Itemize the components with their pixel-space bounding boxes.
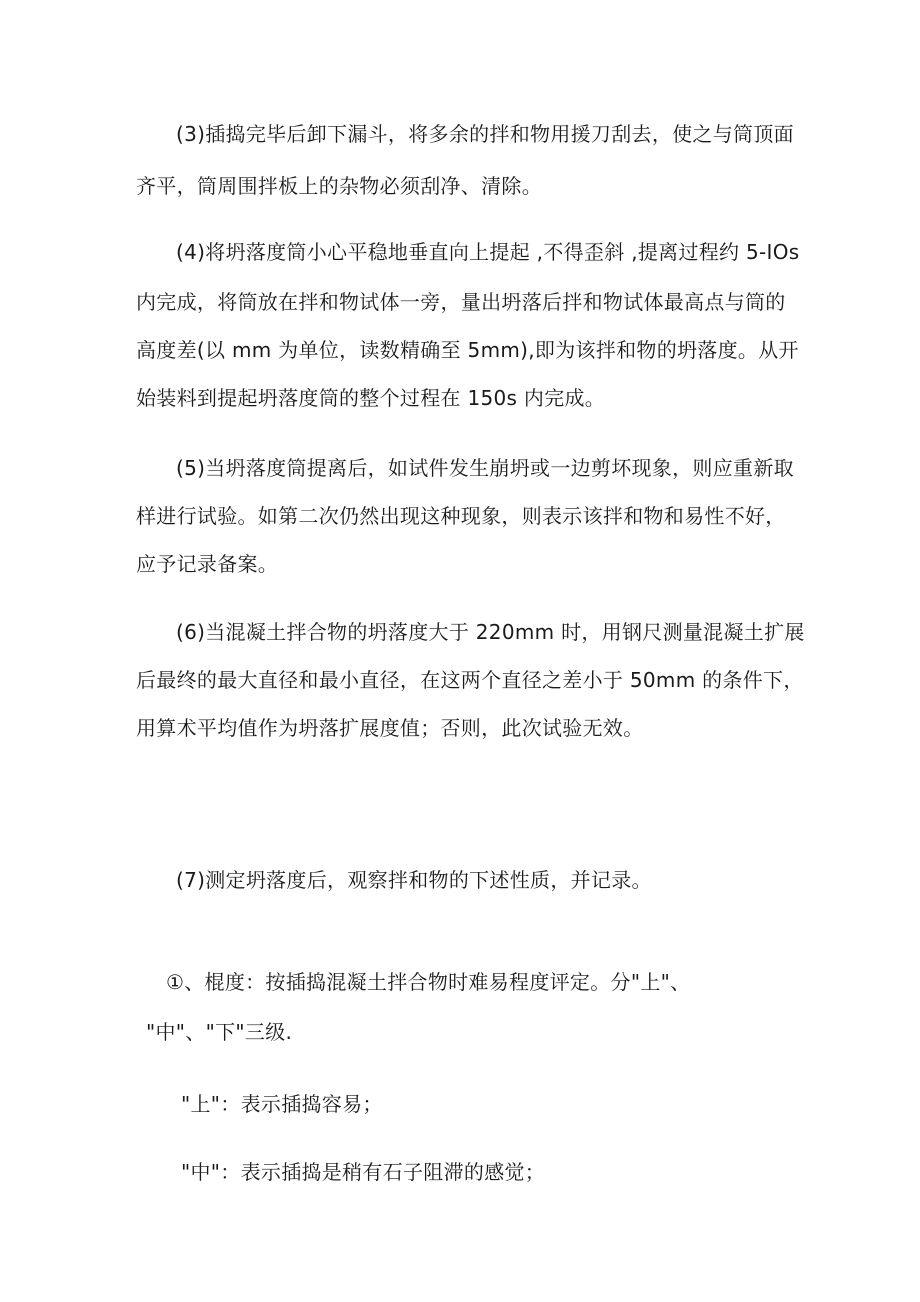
definition-zhong: "中"：表示插捣是稍有石子阻滞的感觉；: [181, 1160, 546, 1184]
paragraph-4-line-4: 始装料到提起坍落度筒的整个过程在 150s 内完成。: [136, 386, 606, 410]
paragraph-4-line-3: 高度差(以 mm 为单位，读数精确至 5mm),即为该拌和物的坍落度。从开: [136, 338, 799, 362]
paragraph-5-line-1: (5)当坍落度筒提离后，如试件发生崩坍或一边剪坏现象，则应重新取: [176, 456, 794, 480]
definition-shang: "上"：表示插捣容易；: [181, 1092, 383, 1116]
paragraph-7-line-1: (7)测定坍落度后，观察拌和物的下述性质，并记录。: [176, 868, 652, 892]
paragraph-5-line-2: 样进行试验。如第二次仍然出现这种现象，则表示该拌和物和易性不好，: [136, 504, 786, 528]
item-1-line-2: "中"、"下"三级.: [146, 1020, 293, 1044]
paragraph-3-line-1: (3)插捣完毕后卸下漏斗，将多余的拌和物用援刀刮去，使之与筒顶面: [176, 122, 794, 146]
paragraph-4-line-1: (4)将坍落度筒小心平稳地垂直向上提起 ,不得歪斜 ,提离过程约 5-IOs: [176, 240, 800, 264]
paragraph-3-line-2: 齐平，筒周围拌板上的杂物必须刮净、清除。: [136, 174, 542, 198]
paragraph-6-line-1: (6)当混凝土拌合物的坍落度大于 220mm 时，用钢尺测量混凝土扩展: [176, 620, 805, 644]
paragraph-6-line-3: 用算术平均值作为坍落扩展度值；否则，此次试验无效。: [136, 716, 644, 740]
item-1-line-1: ①、棍度：按插捣混凝土拌合物时难易程度评定。分"上"、: [166, 970, 691, 994]
paragraph-5-line-3: 应予记录备案。: [136, 552, 279, 576]
paragraph-6-line-2: 后最终的最大直径和最小直径，在这两个直径之差小于 50mm 的条件下，: [136, 668, 804, 692]
paragraph-4-line-2: 内完成，将筒放在拌和物试体一旁，量出坍落后拌和物试体最高点与筒的: [136, 290, 786, 314]
